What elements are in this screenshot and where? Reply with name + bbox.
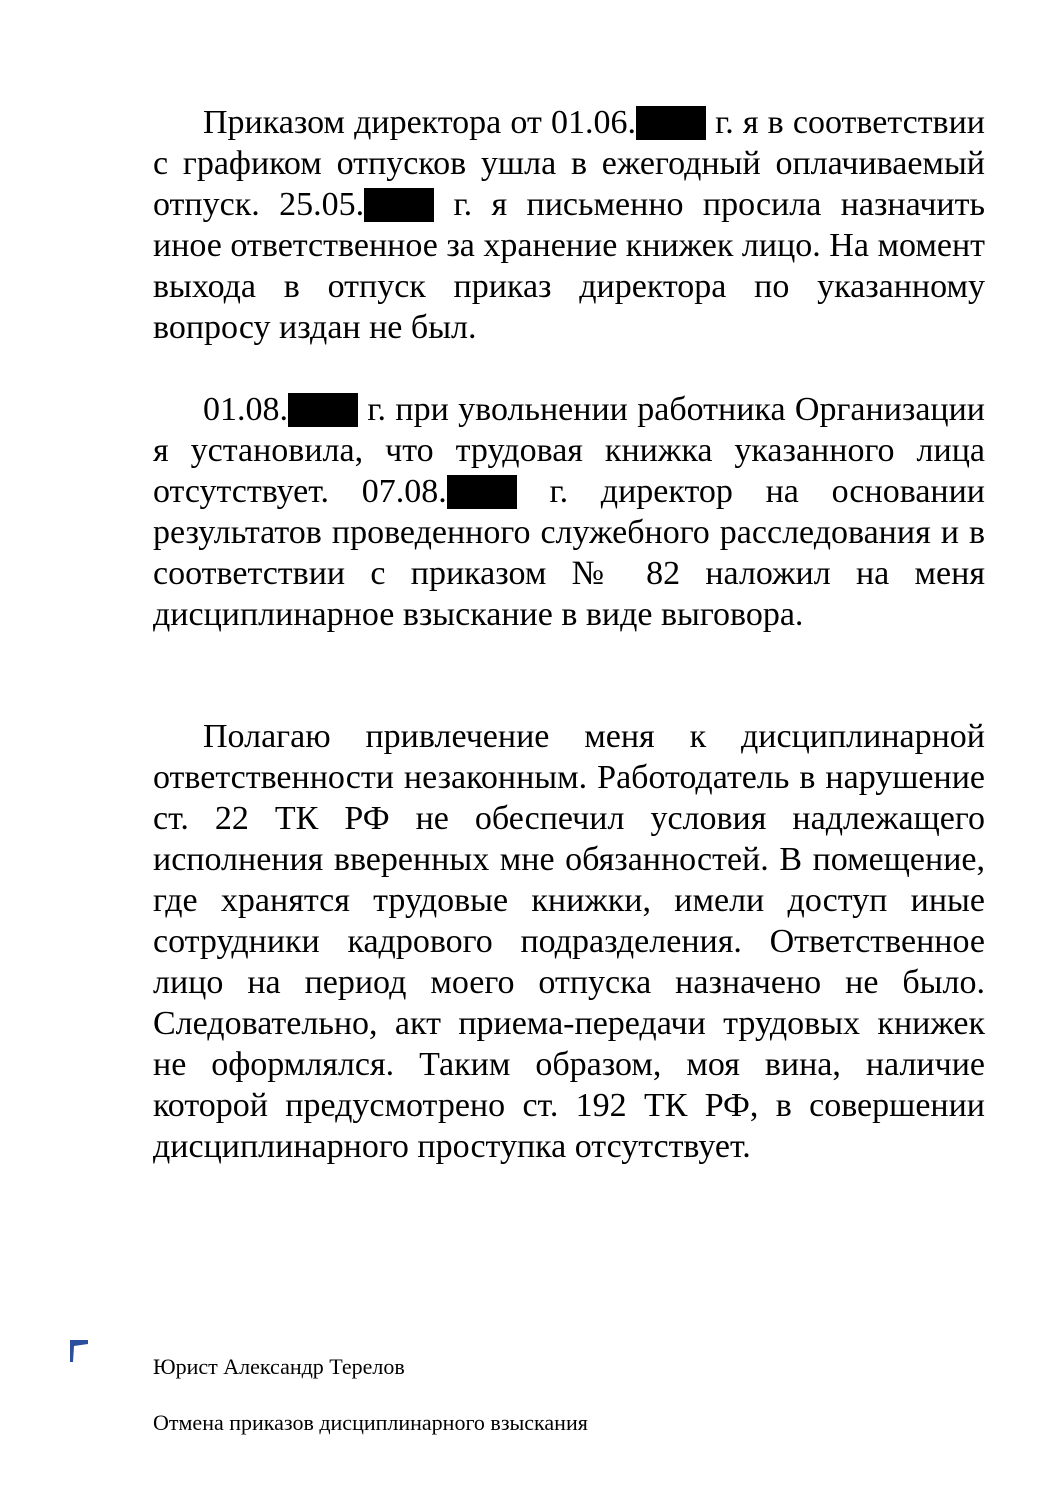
paragraph-3 — [153, 716, 985, 1167]
paragraph-2 — [153, 389, 985, 635]
corner-mark-icon — [70, 1340, 88, 1362]
paragraph-1-part-1: Приказом директора от 01.06. — [203, 104, 636, 141]
paragraph-1-part-2: г. я в соответствии с графиком отпусков ушла в ежегодный оплачиваемый отпуск. 25.05. — [153, 104, 985, 223]
redacted-year — [288, 393, 358, 427]
footer-topic: Отмена приказов дисциплинарного взыскания — [153, 1410, 588, 1435]
paragraph-1 — [153, 102, 985, 348]
paragraph-2-part-2: г. при увольнении работника Организации я установила, что трудовая книжка указанного лица отсутствует. 07.08. — [153, 391, 985, 510]
paragraph-2-part-3: г. директор на основании результатов проведенного служебного расследования и в соответствии с приказом № 82 наложил на меня дисциплинарное взыскание в виде выговора. — [153, 473, 985, 633]
paragraph-3-text: Полагаю привлечение меня к дисциплинарной ответственности незаконным. Работодатель в нарушение ст. 22 ТК РФ не обеспечил условия надлежащего исполнения вверенных мне обязанностей. В помещение, где хранятся трудовые книжки, имели доступ иные сотрудники кадрового подразделения. Ответственное лицо на период моего отпуска назначено не было. Следовательно, акт приема-передачи трудовых книжек не оформлялся. Таким образом, моя вина, наличие которой предусмотрено ст. 192 ТК РФ, в совершении дисциплинарного проступка отсутствует. — [153, 718, 985, 1165]
footer-author: Юрист Александр Терелов — [153, 1354, 405, 1379]
redacted-year — [447, 475, 517, 509]
redacted-year — [364, 188, 434, 222]
paragraph-1-part-3: г. я письменно просила назначить иное ответственное за хранение книжек лицо. На момент выхода в отпуск приказ директора по указанному вопросу издан не был. — [153, 186, 985, 346]
paragraph-2-part-1: 01.08. — [203, 391, 288, 428]
redacted-year — [636, 106, 706, 140]
